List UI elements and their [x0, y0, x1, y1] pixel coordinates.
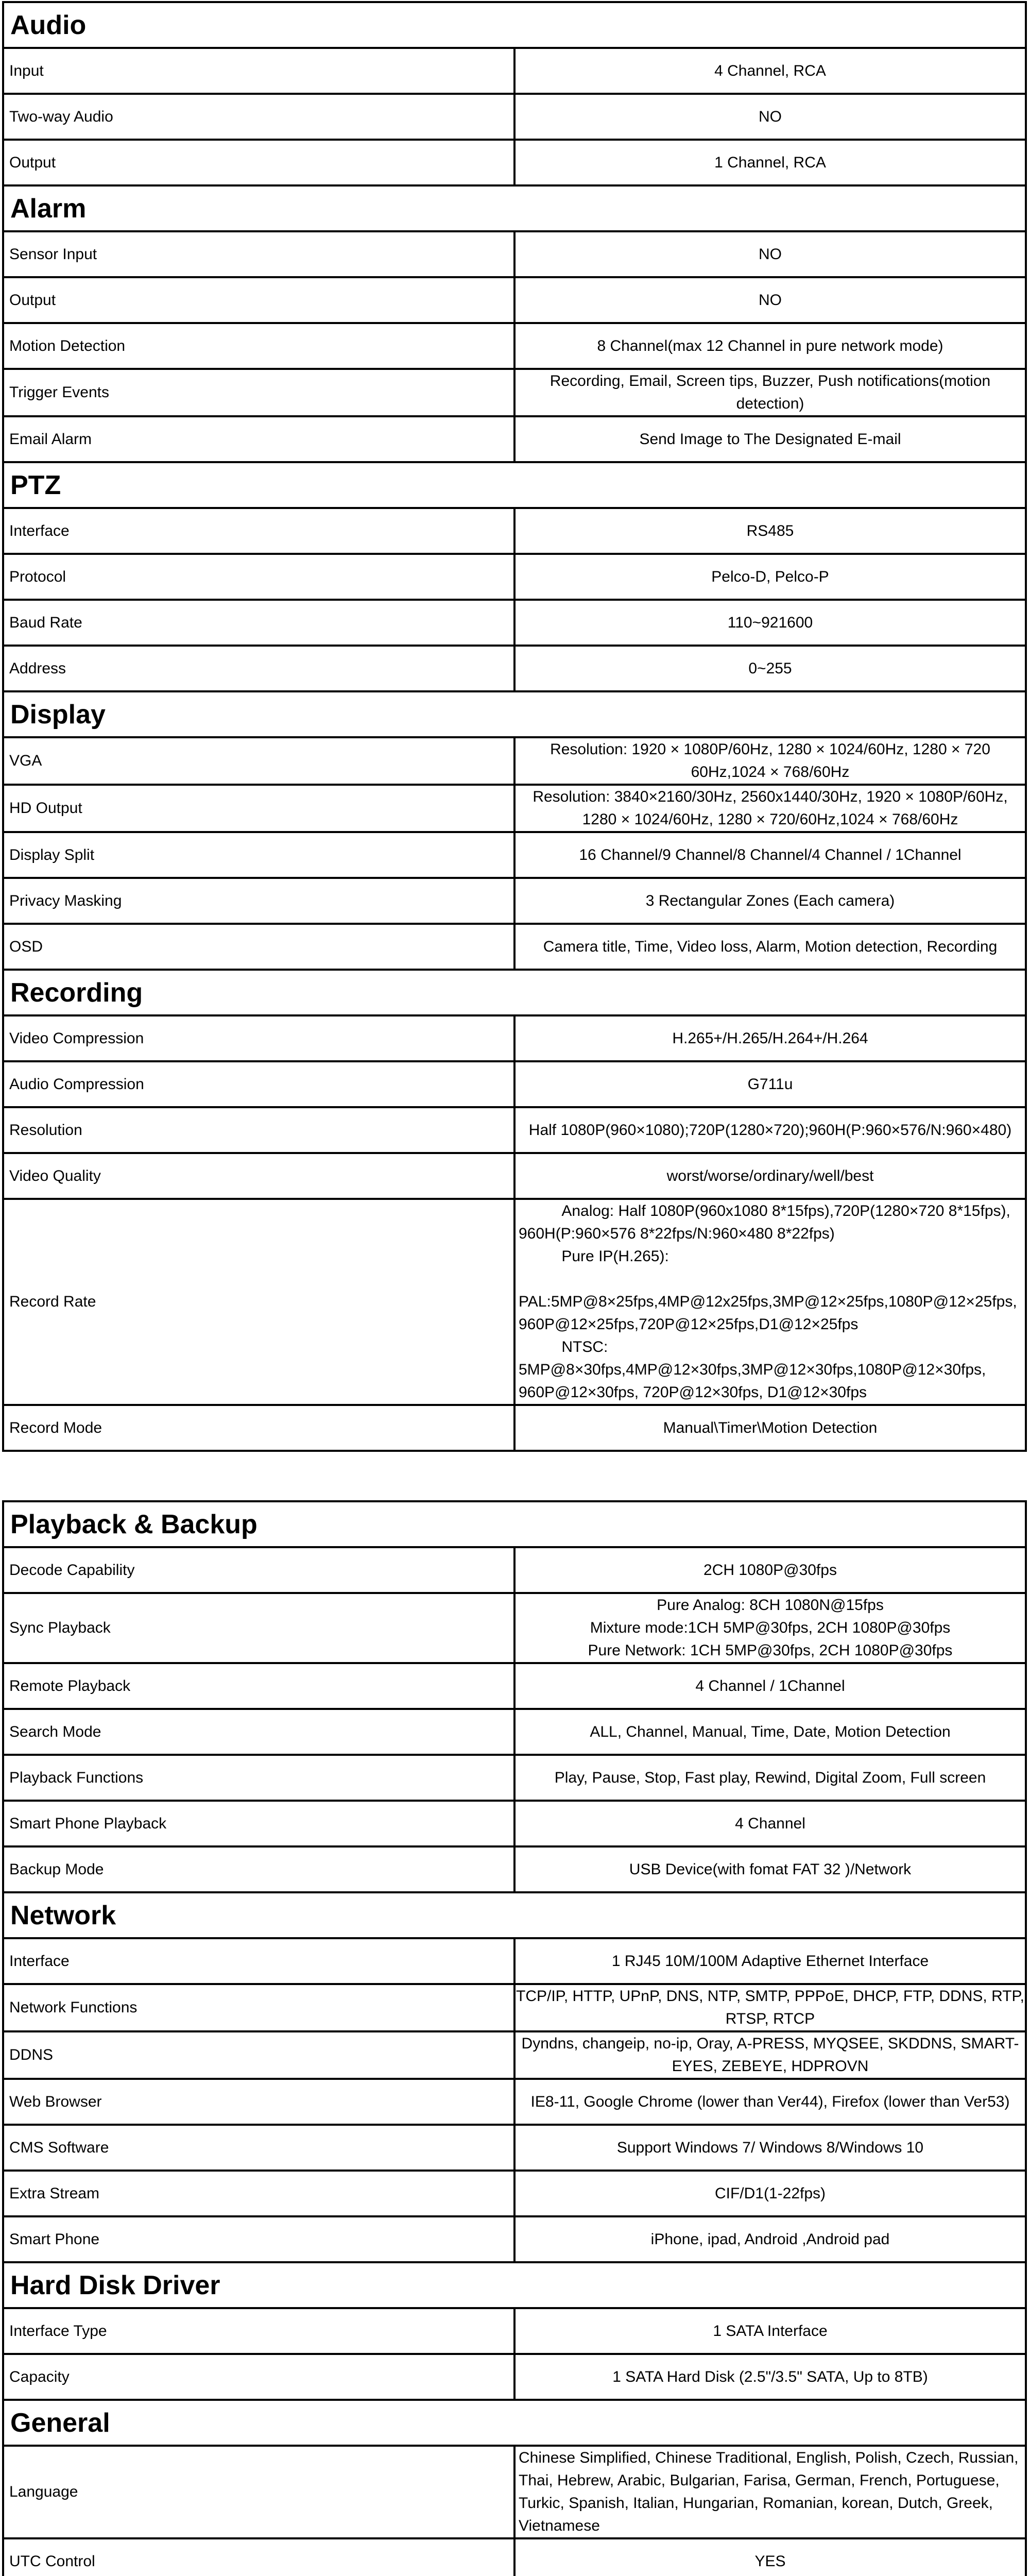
- spec-value: CIF/D1(1-22fps): [514, 2171, 1026, 2216]
- spec-value: 3 Rectangular Zones (Each camera): [514, 878, 1026, 924]
- spec-row-sensor-input: [3, 231, 1026, 277]
- spec-value: Pure Analog: 8CH 1080N@15fps Mixture mode:1CH 5MP@30fps, 2CH 1080P@30fps Pure Network: 1CH 5MP@30fps, 2CH 1080P@30fps: [514, 1593, 1026, 1663]
- spec-label: Capacity: [3, 2354, 514, 2400]
- spec-label: Extra Stream: [3, 2171, 514, 2216]
- spec-label: Video Quality: [3, 1153, 514, 1199]
- spec-label: DDNS: [3, 2031, 514, 2079]
- spec-value: ALL, Channel, Manual, Time, Date, Motion Detection: [514, 1709, 1026, 1755]
- spec-label: Motion Detection: [3, 323, 514, 369]
- spec-value: TCP/IP, HTTP, UPnP, DNS, NTP, SMTP, PPPoE, DHCP, FTP, DDNS, RTP, RTSP, RTCP: [514, 1984, 1026, 2031]
- spec-value: Half 1080P(960×1080);720P(1280×720);960H(P:960×576/N:960×480): [514, 1107, 1026, 1153]
- spec-label: Baud Rate: [3, 600, 514, 646]
- spec-row-vga: [3, 737, 1026, 785]
- spec-row-playback-functions: [3, 1755, 1026, 1801]
- spec-row-input: [3, 48, 1026, 94]
- spec-label: Output: [3, 277, 514, 323]
- spec-value: Pelco-D, Pelco-P: [514, 554, 1026, 600]
- section-title: Alarm: [3, 185, 1026, 231]
- spec-value: 2CH 1080P@30fps: [514, 1547, 1026, 1593]
- spec-value: Support Windows 7/ Windows 8/Windows 10: [514, 2125, 1026, 2171]
- spec-label: UTC Control: [3, 2538, 514, 2576]
- spec-label: VGA: [3, 737, 514, 785]
- spec-label: Output: [3, 140, 514, 185]
- spec-value: H.265+/H.265/H.264+/H.264: [514, 1015, 1026, 1061]
- section-title: General: [3, 2400, 1026, 2446]
- spec-row-search-mode: [3, 1709, 1026, 1755]
- spec-value: Dyndns, changeip, no-ip, Oray, A-PRESS, MYQSEE, SKDDNS, SMART-EYES, ZEBEYE, HDPROVN: [514, 2031, 1026, 2079]
- spec-row-privacy-masking: [3, 878, 1026, 924]
- spec-label: Two-way Audio: [3, 94, 514, 140]
- spec-value: IE8-11, Google Chrome (lower than Ver44), Firefox (lower than Ver53): [514, 2079, 1026, 2125]
- spec-label: Smart Phone: [3, 2216, 514, 2262]
- spec-row-utc-control: [3, 2538, 1026, 2576]
- spec-label: Trigger Events: [3, 369, 514, 416]
- spec-label: Input: [3, 48, 514, 94]
- spec-value: USB Device(with fomat FAT 32 )/Network: [514, 1846, 1026, 1892]
- spec-row-language: [3, 2446, 1026, 2538]
- spec-value: RS485: [514, 508, 1026, 554]
- spec-row-two-way-audio: [3, 94, 1026, 140]
- spec-label: Smart Phone Playback: [3, 1801, 514, 1846]
- spec-label: Email Alarm: [3, 416, 514, 462]
- section-title: Playback & Backup: [3, 1501, 1026, 1547]
- spec-label: Remote Playback: [3, 1663, 514, 1709]
- spec-value: worst/worse/ordinary/well/best: [514, 1153, 1026, 1199]
- spec-value: 110~921600: [514, 600, 1026, 646]
- spec-value: Analog: Half 1080P(960x1080 8*15fps),720P(1280×720 8*15fps), 960H(P:960×576 8*22fps/N:960×480 8*22fps) Pure IP(H.265): PAL:5MP@8×25fps,4MP@12x25fps,3MP@12×25fps,1080P@12×25fps, 960P@12×25fps,720P@12×25fps,D1@12×25fps NTSC: 5MP@8×30fps,4MP@12×30fps,3MP@12×30fps,1080P@12×30fps, 960P@12×30fps, 720P@12×30fps, D1@12×30fps: [514, 1199, 1026, 1405]
- spec-row-osd: [3, 924, 1026, 970]
- spec-value: 1 RJ45 10M/100M Adaptive Ethernet Interface: [514, 1938, 1026, 1984]
- section-title: Hard Disk Driver: [3, 2262, 1026, 2308]
- section-header-display: [3, 691, 1026, 737]
- spec-value: 1 Channel, RCA: [514, 140, 1026, 185]
- spec-row-interface: [3, 508, 1026, 554]
- spec-row-remote-playback: [3, 1663, 1026, 1709]
- spec-table-part-1: [2, 1, 1027, 1452]
- spec-row-capacity: [3, 2354, 1026, 2400]
- spec-row-smart-phone-playback: [3, 1801, 1026, 1846]
- spec-row-motion-detection: [3, 323, 1026, 369]
- spec-value: 16 Channel/9 Channel/8 Channel/4 Channel / 1Channel: [514, 832, 1026, 878]
- spec-row-resolution: [3, 1107, 1026, 1153]
- spec-value: Manual\Timer\Motion Detection: [514, 1405, 1026, 1451]
- spec-label: Network Functions: [3, 1984, 514, 2031]
- spec-row-trigger-events: [3, 369, 1026, 416]
- spec-label: Search Mode: [3, 1709, 514, 1755]
- section-header-recording: [3, 970, 1026, 1015]
- spec-value: Chinese Simplified, Chinese Traditional, English, Polish, Czech, Russian, Thai, Hebrew, Arabic, Bulgarian, Farisa, German, French, Portuguese, Turkic, Spanish, Italian, Hungarian, Romanian, korean, Dutch, Greek, Vietnamese: [514, 2446, 1026, 2538]
- spec-row-hd-output: [3, 785, 1026, 832]
- spec-label: Record Mode: [3, 1405, 514, 1451]
- spec-label: Protocol: [3, 554, 514, 600]
- spec-value: iPhone, ipad, Android ,Android pad: [514, 2216, 1026, 2262]
- spec-table-part-2: [2, 1500, 1027, 2576]
- spec-label: HD Output: [3, 785, 514, 832]
- spec-value: Recording, Email, Screen tips, Buzzer, Push notifications(motion detection): [514, 369, 1026, 416]
- spec-row-network-functions: [3, 1984, 1026, 2031]
- spec-row-audio-compression: [3, 1061, 1026, 1107]
- spec-label: Playback Functions: [3, 1755, 514, 1801]
- spec-row-cms-software: [3, 2125, 1026, 2171]
- spec-value: 8 Channel(max 12 Channel in pure network mode): [514, 323, 1026, 369]
- spec-label: Video Compression: [3, 1015, 514, 1061]
- spec-value: 0~255: [514, 646, 1026, 691]
- section-header-general: [3, 2400, 1026, 2446]
- section-header-alarm: [3, 185, 1026, 231]
- spec-value: Send Image to The Designated E-mail: [514, 416, 1026, 462]
- spec-label: Privacy Masking: [3, 878, 514, 924]
- spec-row-record-mode: [3, 1405, 1026, 1451]
- spec-value: G711u: [514, 1061, 1026, 1107]
- spec-row-video-compression: [3, 1015, 1026, 1061]
- spec-row-web-browser: [3, 2079, 1026, 2125]
- section-header-audio: [3, 2, 1026, 48]
- spec-label: CMS Software: [3, 2125, 514, 2171]
- spec-label: Language: [3, 2446, 514, 2538]
- spec-value: 1 SATA Interface: [514, 2308, 1026, 2354]
- spec-value: Play, Pause, Stop, Fast play, Rewind, Digital Zoom, Full screen: [514, 1755, 1026, 1801]
- spec-label: Sensor Input: [3, 231, 514, 277]
- spec-row-smart-phone: [3, 2216, 1026, 2262]
- spec-value: NO: [514, 231, 1026, 277]
- spec-row-ddns: [3, 2031, 1026, 2079]
- section-header-hard-disk-driver: [3, 2262, 1026, 2308]
- section-title: Recording: [3, 970, 1026, 1015]
- spec-label: Interface: [3, 508, 514, 554]
- spec-row-record-rate: [3, 1199, 1026, 1405]
- spec-value: NO: [514, 277, 1026, 323]
- spec-row-backup-mode: [3, 1846, 1026, 1892]
- spec-label: Record Rate: [3, 1199, 514, 1405]
- spec-row-decode-capability: [3, 1547, 1026, 1593]
- spec-value: 1 SATA Hard Disk (2.5"/3.5" SATA, Up to 8TB): [514, 2354, 1026, 2400]
- spec-row-video-quality: [3, 1153, 1026, 1199]
- spec-label: Backup Mode: [3, 1846, 514, 1892]
- spec-label: Web Browser: [3, 2079, 514, 2125]
- section-header-network: [3, 1892, 1026, 1938]
- spec-row-display-split: [3, 832, 1026, 878]
- spec-row-interface-type: [3, 2308, 1026, 2354]
- spec-label: Audio Compression: [3, 1061, 514, 1107]
- spec-row-extra-stream: [3, 2171, 1026, 2216]
- spec-row-email-alarm: [3, 416, 1026, 462]
- spec-value: NO: [514, 94, 1026, 140]
- spec-label: Decode Capability: [3, 1547, 514, 1593]
- spec-row-baud-rate: [3, 600, 1026, 646]
- section-header-playback-backup: [3, 1501, 1026, 1547]
- section-title: Audio: [3, 2, 1026, 48]
- spec-value: 4 Channel / 1Channel: [514, 1663, 1026, 1709]
- spec-label: Interface Type: [3, 2308, 514, 2354]
- spec-value: 4 Channel, RCA: [514, 48, 1026, 94]
- spec-row-address: [3, 646, 1026, 691]
- spec-row-protocol: [3, 554, 1026, 600]
- spec-label: OSD: [3, 924, 514, 970]
- spec-row-sync-playback: [3, 1593, 1026, 1663]
- spec-label: Display Split: [3, 832, 514, 878]
- spec-row-output: [3, 277, 1026, 323]
- spec-label: Resolution: [3, 1107, 514, 1153]
- spec-value: Resolution: 1920 × 1080P/60Hz, 1280 × 1024/60Hz, 1280 × 720 60Hz,1024 × 768/60Hz: [514, 737, 1026, 785]
- section-header-ptz: [3, 462, 1026, 508]
- spec-value: Resolution: 3840×2160/30Hz, 2560x1440/30Hz, 1920 × 1080P/60Hz, 1280 × 1024/60Hz, 1280 × 720/60Hz,1024 × 768/60Hz: [514, 785, 1026, 832]
- spec-value: 4 Channel: [514, 1801, 1026, 1846]
- spec-row-output: [3, 140, 1026, 185]
- spec-label: Interface: [3, 1938, 514, 1984]
- section-title: PTZ: [3, 462, 1026, 508]
- spec-label: Address: [3, 646, 514, 691]
- section-title: Display: [3, 691, 1026, 737]
- spec-label: Sync Playback: [3, 1593, 514, 1663]
- spec-row-interface: [3, 1938, 1026, 1984]
- spec-value: Camera title, Time, Video loss, Alarm, Motion detection, Recording: [514, 924, 1026, 970]
- spec-value: YES: [514, 2538, 1026, 2576]
- section-title: Network: [3, 1892, 1026, 1938]
